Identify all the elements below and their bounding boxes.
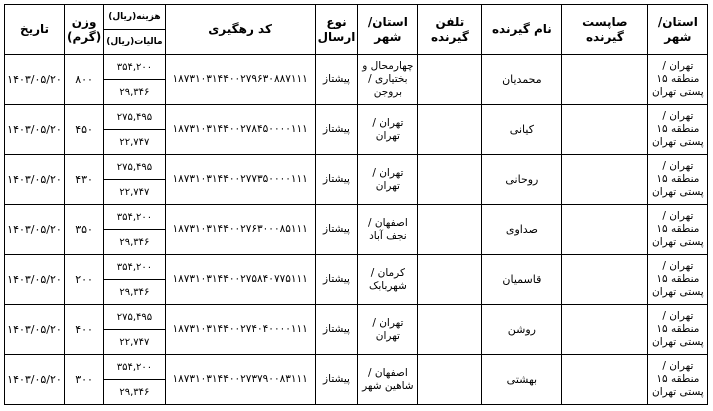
cell-tax: ۲۹,۳۴۶ — [104, 280, 165, 305]
cell-date: ۱۴۰۳/۰۵/۲۰ — [5, 105, 65, 155]
cell-date: ۱۴۰۳/۰۵/۲۰ — [5, 205, 65, 255]
cell-weight: ۳۵۰ — [65, 205, 104, 255]
cell-sender-province: تهران / منطقه ۱۵ پستی تهران — [648, 155, 708, 205]
cell-dest-province: اصفهان / شاهین شهر — [358, 355, 418, 405]
cell-cost: ۲۷۵,۴۹۵ — [104, 155, 165, 180]
table-row — [5, 355, 708, 380]
table-row — [5, 205, 708, 230]
header-tax: مالیات(ریال) — [104, 30, 165, 55]
header-date: تاریخ — [5, 5, 65, 55]
cell-send-type: پیشتاز — [315, 305, 358, 355]
cell-tax: ۲۹,۳۴۶ — [104, 380, 165, 405]
cell-dest-province: تهران / تهران — [358, 155, 418, 205]
header-dest-province: استان/ شهر — [358, 5, 418, 55]
cell-tax: ۲۹,۳۴۶ — [104, 80, 165, 105]
cell-send-type: پیشتاز — [315, 205, 358, 255]
cell-date: ۱۴۰۳/۰۵/۲۰ — [5, 255, 65, 305]
cell-cost: ۳۵۴,۲۰۰ — [104, 255, 165, 280]
cell-tracking: ۱۸۷۳۱۰۳۱۴۴۰۰۲۷۹۶۳۰۸۸۷۱۱۱ — [165, 55, 315, 105]
header-cost: هزینه(ریال) — [104, 5, 165, 30]
cell-send-type: پیشتاز — [315, 155, 358, 205]
cell-weight: ۳۰۰ — [65, 355, 104, 405]
cell-weight: ۲۰۰ — [65, 255, 104, 305]
cell-receiver-name: صداوی — [482, 205, 562, 255]
cell-receiver-name: روشن — [482, 305, 562, 355]
cell-tax: ۲۲,۷۴۷ — [104, 180, 165, 205]
cell-weight: ۴۰۰ — [65, 305, 104, 355]
cell-receiver-postcode — [562, 255, 648, 305]
cell-weight: ۸۰۰ — [65, 55, 104, 105]
cell-receiver-postcode — [562, 105, 648, 155]
cell-receiver-phone — [418, 105, 482, 155]
table-row — [5, 155, 708, 180]
header-send-type: نوع ارسال — [315, 5, 358, 55]
cell-cost: ۳۵۴,۲۰۰ — [104, 355, 165, 380]
table-row — [5, 255, 708, 280]
cell-receiver-postcode — [562, 205, 648, 255]
cell-tracking: ۱۸۷۳۱۰۳۱۴۴۰۰۲۷۵۸۴۰۷۷۵۱۱۱ — [165, 255, 315, 305]
cell-receiver-name: روحانی — [482, 155, 562, 205]
shipments-table — [4, 4, 708, 405]
cell-receiver-phone — [418, 305, 482, 355]
cell-receiver-postcode — [562, 55, 648, 105]
cell-cost: ۲۷۵,۴۹۵ — [104, 105, 165, 130]
cell-tracking: ۱۸۷۳۱۰۳۱۴۴۰۰۲۷۳۷۹۰۰۸۳۱۱۱ — [165, 355, 315, 405]
cell-date: ۱۴۰۳/۰۵/۲۰ — [5, 355, 65, 405]
cell-receiver-name: کیانی — [482, 105, 562, 155]
cell-receiver-postcode — [562, 305, 648, 355]
cell-receiver-phone — [418, 55, 482, 105]
header-receiver-postcode: صاپست گیرنده — [562, 5, 648, 55]
cell-sender-province: تهران / منطقه ۱۵ پستی تهران — [648, 355, 708, 405]
cell-tracking: ۱۸۷۳۱۰۳۱۴۴۰۰۲۷۷۳۵۰۰۰۰۱۱۱ — [165, 155, 315, 205]
header-tracking: کد رهگیری — [165, 5, 315, 55]
header-receiver-name: نام گیرنده — [482, 5, 562, 55]
cell-tracking: ۱۸۷۳۱۰۳۱۴۴۰۰۲۷۶۳۰۰۰۸۵۱۱۱ — [165, 205, 315, 255]
cell-receiver-phone — [418, 355, 482, 405]
header-weight: وزن (گرم) — [65, 5, 104, 55]
cell-tracking: ۱۸۷۳۱۰۳۱۴۴۰۰۲۷۴۰۴۰۰۰۰۱۱۱ — [165, 305, 315, 355]
cell-receiver-phone — [418, 155, 482, 205]
table-row — [5, 55, 708, 80]
header-receiver-phone: تلفن گیرنده — [418, 5, 482, 55]
cell-cost: ۳۵۴,۲۰۰ — [104, 205, 165, 230]
cell-send-type: پیشتاز — [315, 105, 358, 155]
cell-send-type: پیشتاز — [315, 55, 358, 105]
cell-receiver-name: قاسمیان — [482, 255, 562, 305]
cell-send-type: پیشتاز — [315, 355, 358, 405]
cell-sender-province: تهران / منطقه ۱۵ پستی تهران — [648, 55, 708, 105]
cell-weight: ۴۵۰ — [65, 105, 104, 155]
cell-weight: ۴۳۰ — [65, 155, 104, 205]
cell-date: ۱۴۰۳/۰۵/۲۰ — [5, 155, 65, 205]
cell-dest-province: اصفهان / نجف آباد — [358, 205, 418, 255]
cell-dest-province: تهران / تهران — [358, 105, 418, 155]
cell-receiver-postcode — [562, 155, 648, 205]
table-row — [5, 305, 708, 330]
cell-sender-province: تهران / منطقه ۱۵ پستی تهران — [648, 305, 708, 355]
cell-sender-province: تهران / منطقه ۱۵ پستی تهران — [648, 205, 708, 255]
cell-cost: ۲۷۵,۴۹۵ — [104, 305, 165, 330]
cell-sender-province: تهران / منطقه ۱۵ پستی تهران — [648, 255, 708, 305]
header-row — [5, 5, 708, 30]
cell-receiver-name: بهشتی — [482, 355, 562, 405]
cell-dest-province: کرمان / شهربابک — [358, 255, 418, 305]
cell-receiver-name: محمدیان — [482, 55, 562, 105]
cell-dest-province: چهارمحال و بختیاری / بروجن — [358, 55, 418, 105]
cell-receiver-postcode — [562, 355, 648, 405]
cell-tracking: ۱۸۷۳۱۰۳۱۴۴۰۰۲۷۸۴۵۰۰۰۰۱۱۱ — [165, 105, 315, 155]
header-sender-province: استان/ شهر — [648, 5, 708, 55]
cell-dest-province: تهران / تهران — [358, 305, 418, 355]
cell-cost: ۳۵۴,۲۰۰ — [104, 55, 165, 80]
cell-tax: ۲۲,۷۴۷ — [104, 130, 165, 155]
cell-tax: ۲۲,۷۴۷ — [104, 330, 165, 355]
table-body — [5, 55, 708, 405]
cell-date: ۱۴۰۳/۰۵/۲۰ — [5, 305, 65, 355]
cell-tax: ۲۹,۳۴۶ — [104, 230, 165, 255]
cell-send-type: پیشتاز — [315, 255, 358, 305]
table-row — [5, 105, 708, 130]
cell-date: ۱۴۰۳/۰۵/۲۰ — [5, 55, 65, 105]
cell-sender-province: تهران / منطقه ۱۵ پستی تهران — [648, 105, 708, 155]
cell-receiver-phone — [418, 255, 482, 305]
cell-receiver-phone — [418, 205, 482, 255]
